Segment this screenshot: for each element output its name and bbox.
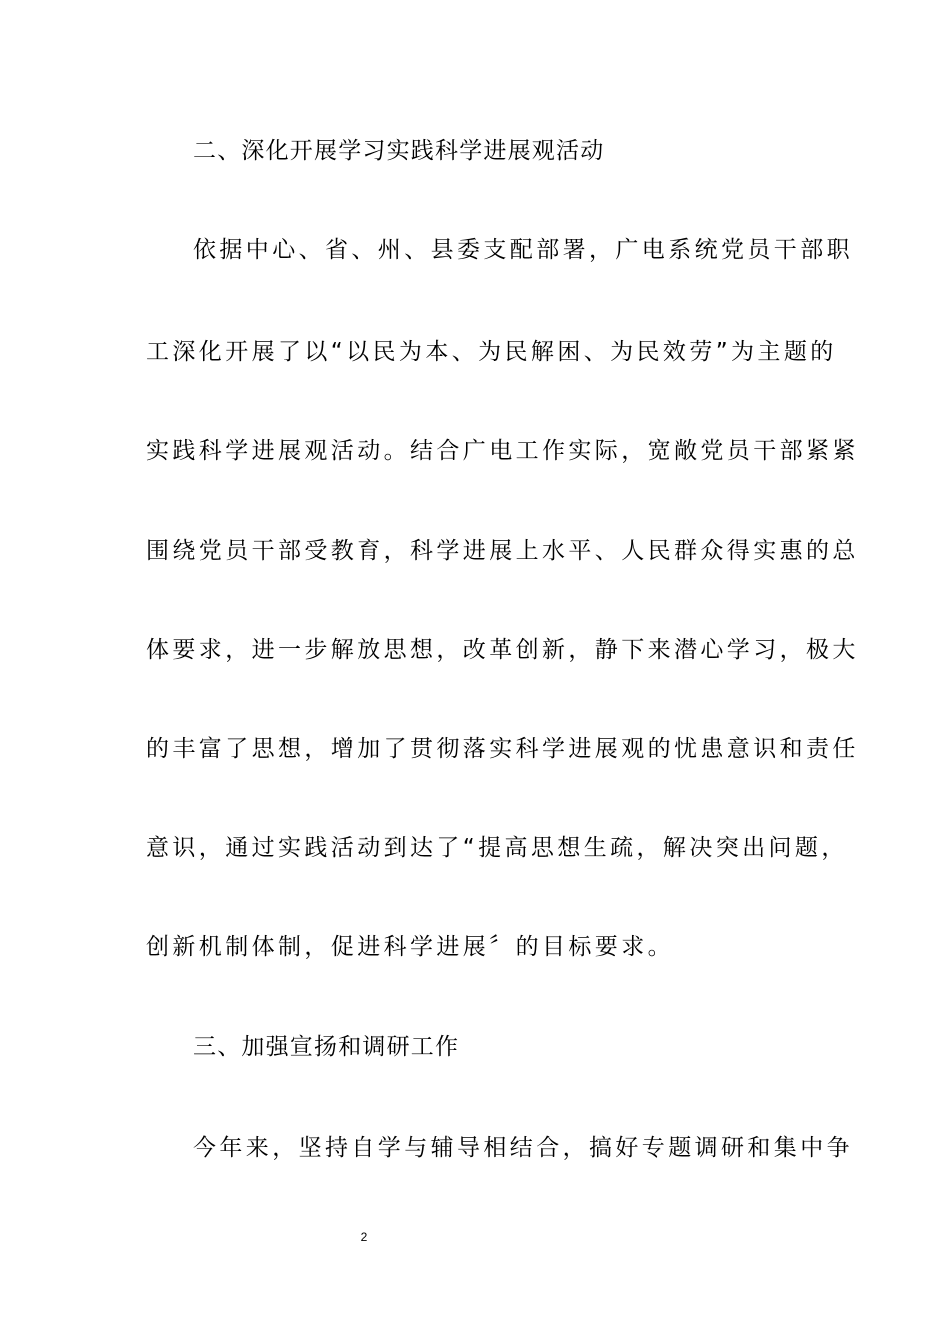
paragraph-line: 工深化开展了以“以民为本、为民解困、为民效劳”为主题的: [146, 339, 837, 365]
page-number: 2: [360, 1230, 368, 1244]
paragraph-line: 体要求，进一步解放思想，改革创新，静下来潜心学习，极大: [146, 637, 859, 663]
paragraph-line: 意识，通过实践活动到达了“提高思想生疏，解决突出问题，: [146, 835, 848, 861]
section-heading: 三、加强宣扬和调研工作: [193, 1034, 460, 1060]
paragraph-line: 依据中心、省、州、县委支配部署，广电系统党员干部职: [193, 237, 853, 263]
paragraph-line: 围绕党员干部受教育，科学进展上水平、人民群众得实惠的总: [146, 538, 859, 564]
paragraph-line: 创新机制体制，促进科学进展〞的目标要求。: [146, 934, 674, 960]
paragraph-line: 的丰富了思想，增加了贯彻落实科学进展观的忧患意识和责任: [146, 736, 859, 762]
paragraph-line: 今年来，坚持自学与辅导相结合，搞好专题调研和集中争: [193, 1135, 853, 1161]
paragraph-line: 实践科学进展观活动。结合广电工作实际，宽敞党员干部紧紧: [146, 438, 859, 464]
section-heading: 二、深化开展学习实践科学进展观活动: [193, 138, 605, 164]
